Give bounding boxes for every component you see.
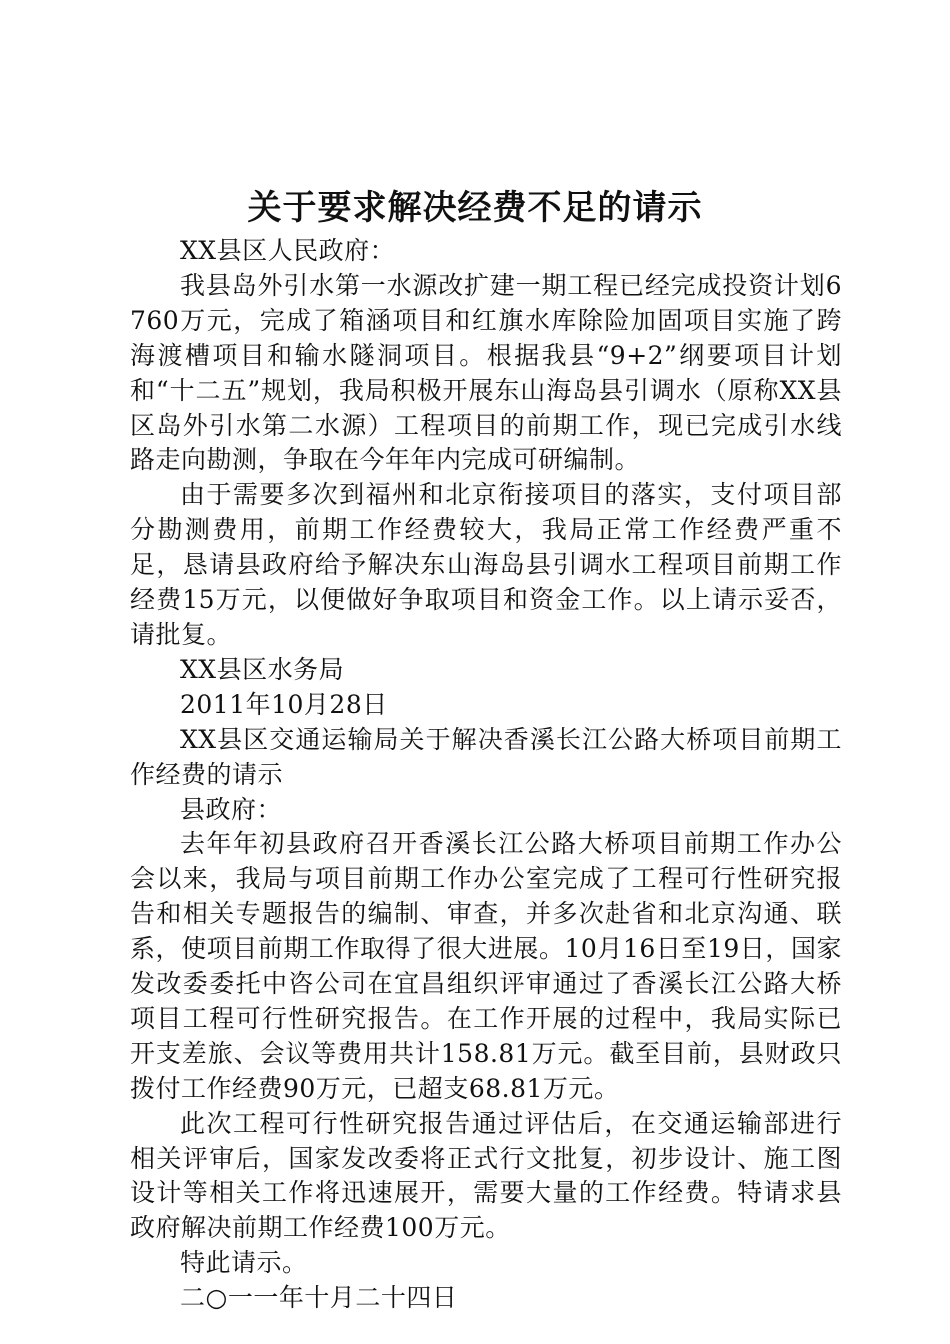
closing-line: 特此请示。: [180, 1248, 308, 1278]
addressee-2: 县政府：: [180, 794, 283, 824]
document-title: 关于要求解决经费不足的请示: [247, 188, 703, 228]
paragraph-4: 此次工程可行性研究报告通过评估后，在交通运输部进行相关评审后，国家发改委将正式行文批复，初步设计、施工图设计等相关工作将迅速展开，需要大量的工作经费。特请求县政府解决前期工作经费100万元。: [130, 1108, 842, 1243]
document-body: [130, 234, 842, 1316]
second-request-heading: XX县区交通运输局关于解决香溪长江公路大桥项目前期工作经费的请示: [130, 724, 842, 789]
signature-date-1: 2011年10月28日: [180, 689, 388, 719]
paragraph-2: 由于需要多次到福州和北京衔接项目的落实，支付项目部分勘测费用，前期工作经费较大，我局正常工作经费严重不足，恳请县政府给予解决东山海岛县引调水工程项目前期工作经费15万元，以便做好争取项目和资金工作。以上请示妥否，请批复。: [130, 480, 842, 649]
signature-date-2: 二○一一年十月二十四日: [180, 1283, 458, 1313]
signature-org-1: XX县区水务局: [180, 654, 345, 684]
paragraph-1: 我县岛外引水第一水源改扩建一期工程已经完成投资计划6760万元，完成了箱涵项目和红旗水库除险加固项目实施了跨海渡槽项目和输水隧洞项目。根据我县“9+2”纲要项目计划和“十二五”规划，我局积极开展东山海岛县引调水（原称XX县区岛外引水第二水源）工程项目的前期工作，现已完成引水线路走向勘测，争取在今年年内完成可研编制。: [130, 270, 842, 475]
addressee-1: XX县区人民政府：: [180, 236, 396, 265]
paragraph-3: 去年年初县政府召开香溪长江公路大桥项目前期工作办公会以来，我局与项目前期工作办公室完成了工程可行性研究报告和相关专题报告的编制、审查，并多次赴省和北京沟通、联系，使项目前期工作取得了很大进展。10月16日至19日，国家发改委委托中咨公司在宜昌组织评审通过了香溪长江公路大桥项目工程可行性研究报告。在工作开展的过程中，我局实际已开支差旅、会议等费用共计158.81万元。截至目前，县财政只拨付工作经费90万元，已超支68.81万元。: [130, 829, 842, 1103]
